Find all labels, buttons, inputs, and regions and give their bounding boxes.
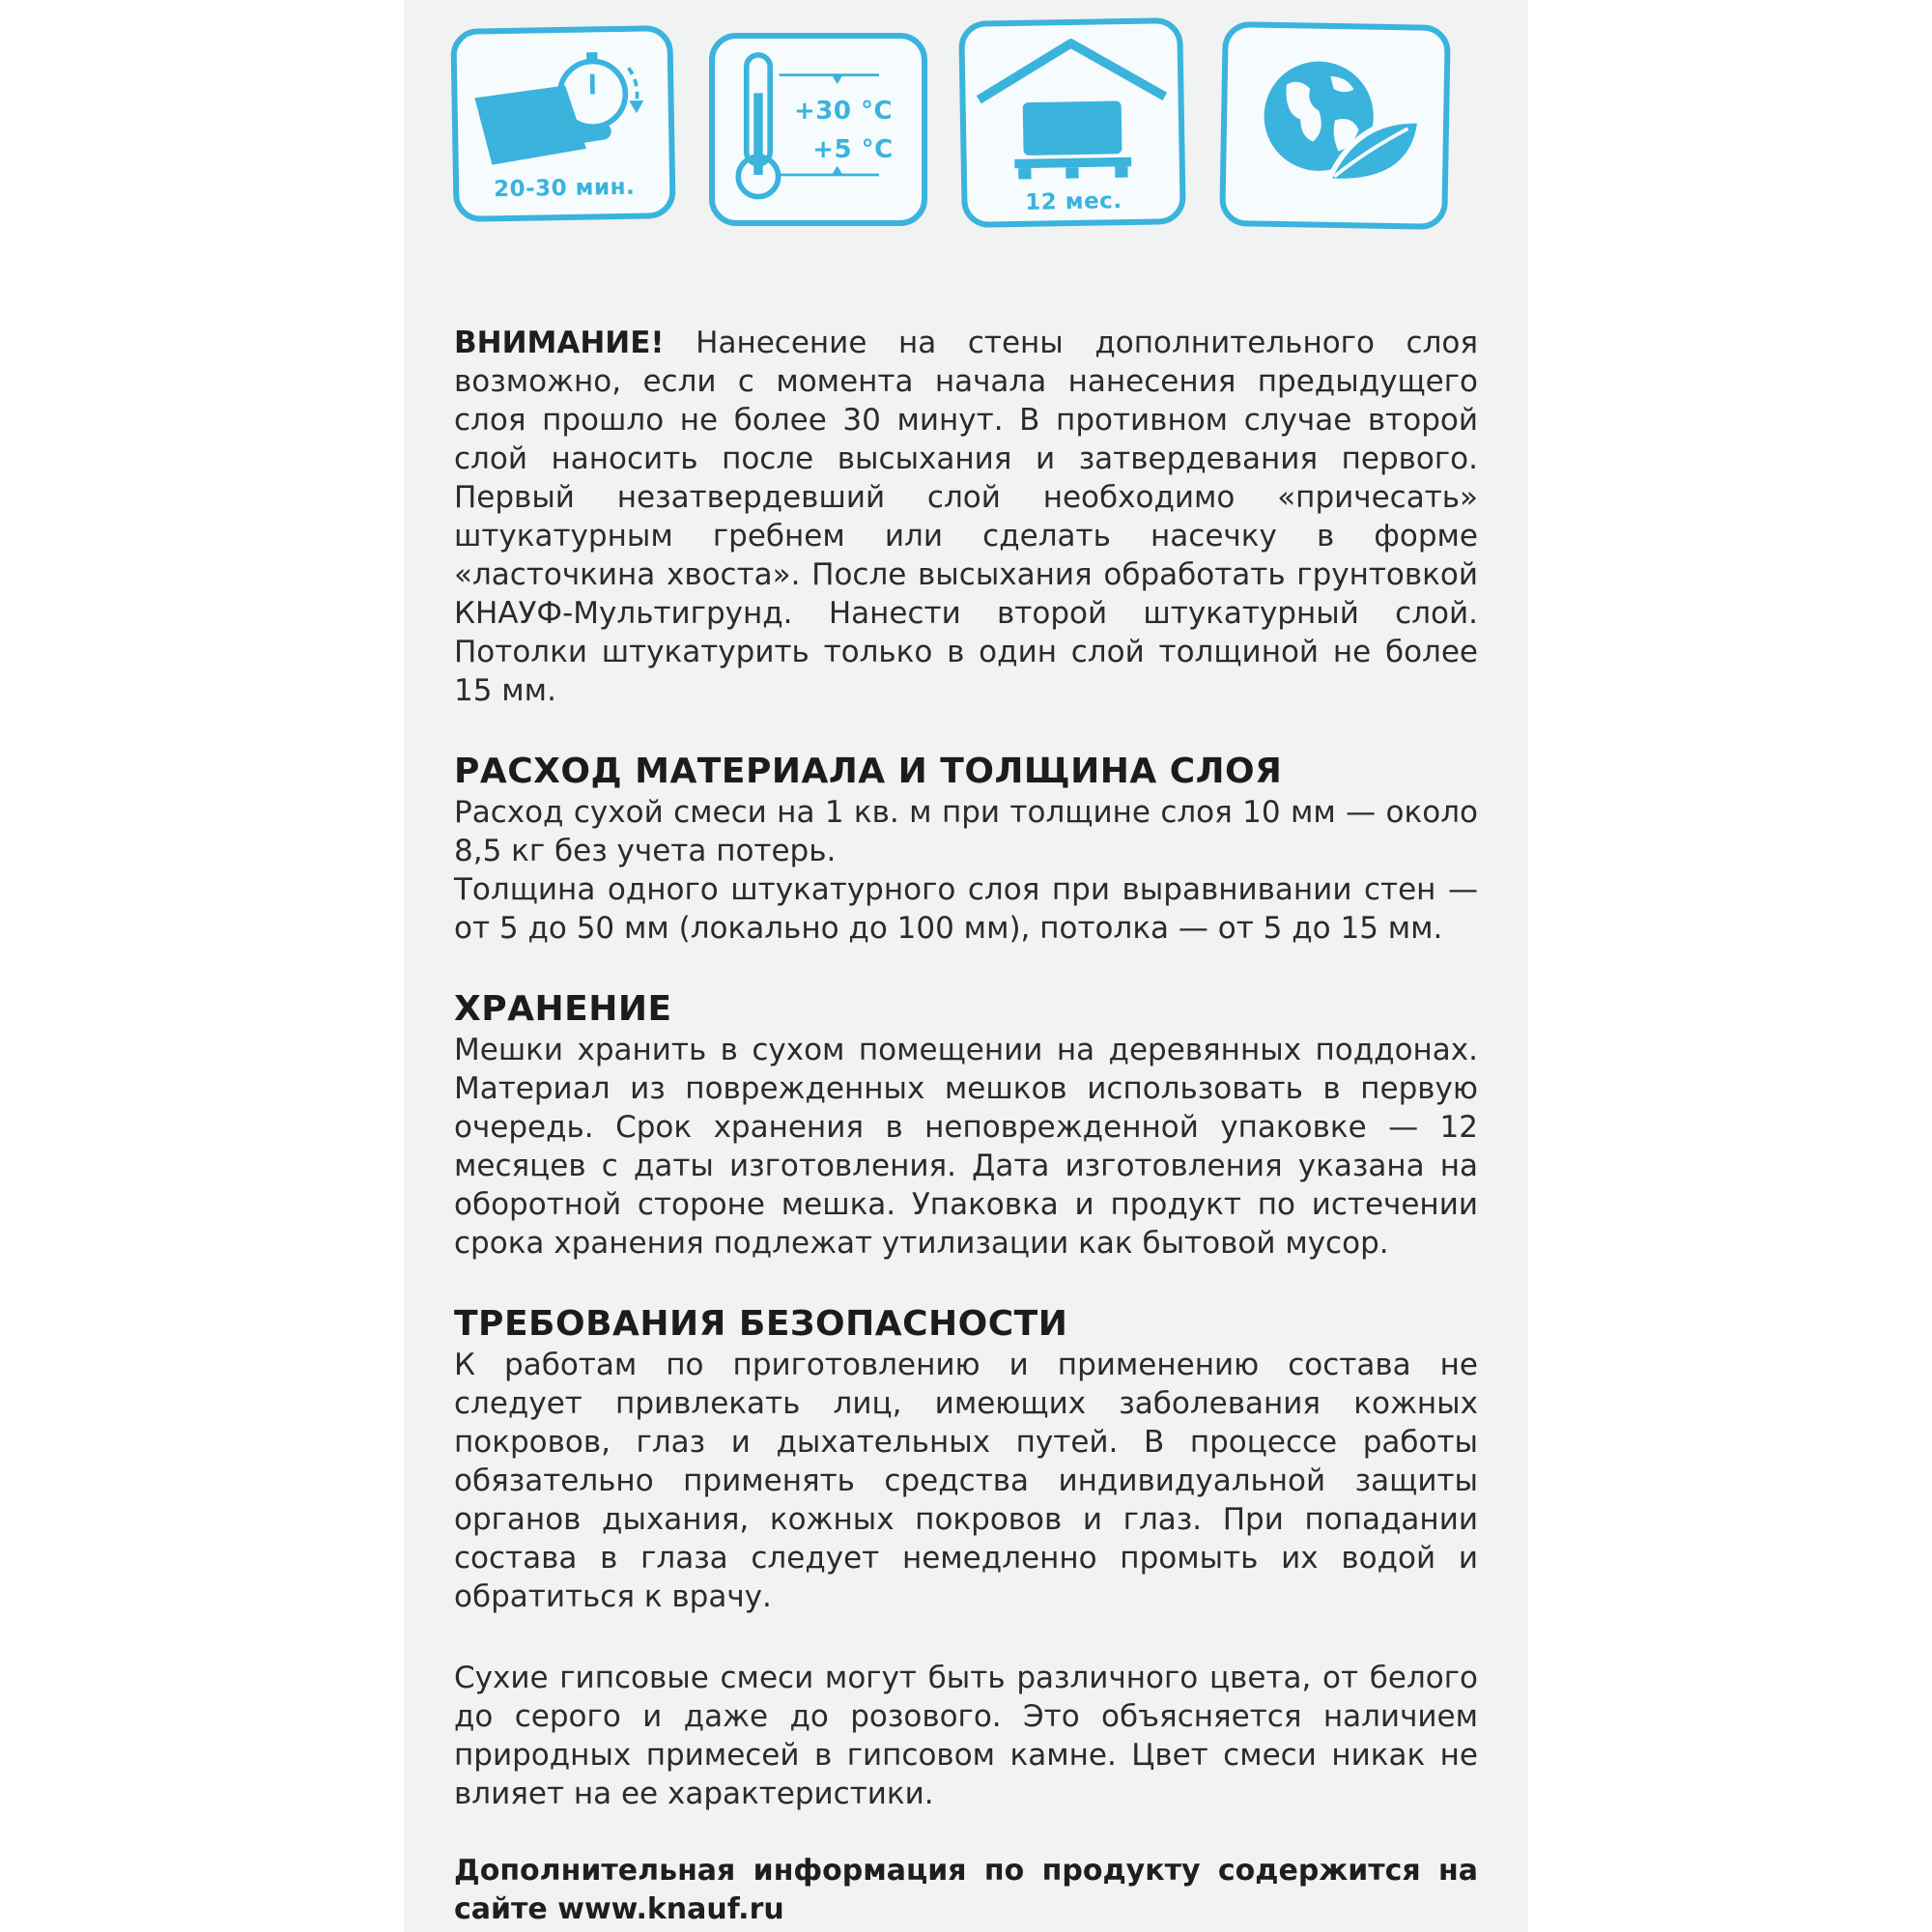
storage-heading: ХРАНЕНИЕ bbox=[454, 989, 672, 1029]
stopwatch-trowel-icon bbox=[450, 25, 675, 222]
eco-globe-leaf-graphic bbox=[1225, 27, 1444, 224]
consumption-line-2: Толщина одного штукатурного слоя при выравнивании стен — от 5 до 50 мм (локально до 100 мм), потолка — от 5 до 15 мм. bbox=[454, 872, 1478, 946]
storage-text: Мешки хранить в сухом помещении на деревянных поддонах. Материал из поврежденных мешков использовать в первую очередь. Срок хранения в неповрежденной упаковке — 12 месяцев с даты изготовления. Дата изготовления указана на оборотной стороне мешка. Упаковка и продукт по истечении срока хранения подлежат утилизации как бытовой мусор. bbox=[454, 1033, 1478, 1261]
instructions-text bbox=[454, 324, 1478, 1929]
storage-period-label: 12 мес. bbox=[1025, 188, 1122, 215]
consumption-line-1: Расход сухой смеси на 1 кв. м при толщине слоя 10 мм — около 8,5 кг без учета потерь. bbox=[454, 795, 1478, 868]
set-time-label: 20-30 мин. bbox=[493, 174, 636, 203]
color-note-text: Сухие гипсовые смеси могут быть различного цвета, от белого до серого и даже до розового. Это объясняется наличием природных примесей в гипсовом камне. Цвет смеси никак не влияет на ее характеристики. bbox=[454, 1661, 1478, 1811]
temp-low-label: +5 °C bbox=[812, 135, 894, 164]
icon-strip bbox=[446, 19, 1461, 242]
footer-website-note: Дополнительная информация по продукту содержится на сайте www.knauf.ru bbox=[454, 1854, 1478, 1926]
temp-high-label: +30 °C bbox=[793, 97, 894, 126]
attention-lead: ВНИМАНИЕ! bbox=[454, 326, 665, 360]
attention-text: Нанесение на стены дополнительного слоя возможно, если с момента начала нанесения предыдущего слоя прошло не более 30 минут. В противном случае второй слой наносить после высыхания и затвердевания первого. Первый незатвердевший слой необходимо «причесать» штукатурным гребнем или сделать насечку в форме «ласточкина хвоста». После высыхания обработать грунтовкой КНАУФ-Мультигрунд. Нанести второй штукатурный слой. Потолки штукатурить только в один слой толщиной не более 15 мм. bbox=[454, 326, 1478, 708]
attention-paragraph bbox=[454, 324, 1478, 710]
thermometer-graphic bbox=[715, 39, 922, 220]
eco-globe-leaf-icon bbox=[1219, 21, 1451, 230]
thermometer-icon bbox=[709, 33, 927, 226]
consumption-heading: РАСХОД МАТЕРИАЛА И ТОЛЩИНА СЛОЯ bbox=[454, 752, 1283, 791]
safety-heading: ТРЕБОВАНИЯ БЕЗОПАСНОСТИ bbox=[454, 1304, 1068, 1344]
safety-text: К работам по приготовлению и применению состава не следует привлекать лиц, имеющих заболевания кожных покровов, глаз и дыхательных путей. В процессе работы обязательно применять средства индивидуальной защиты органов дыхания, кожных покровов и глаз. При попадании состава в глаза следует немедленно промыть их водой и обратиться к врачу. bbox=[454, 1348, 1478, 1614]
storage-house-icon bbox=[958, 17, 1186, 228]
